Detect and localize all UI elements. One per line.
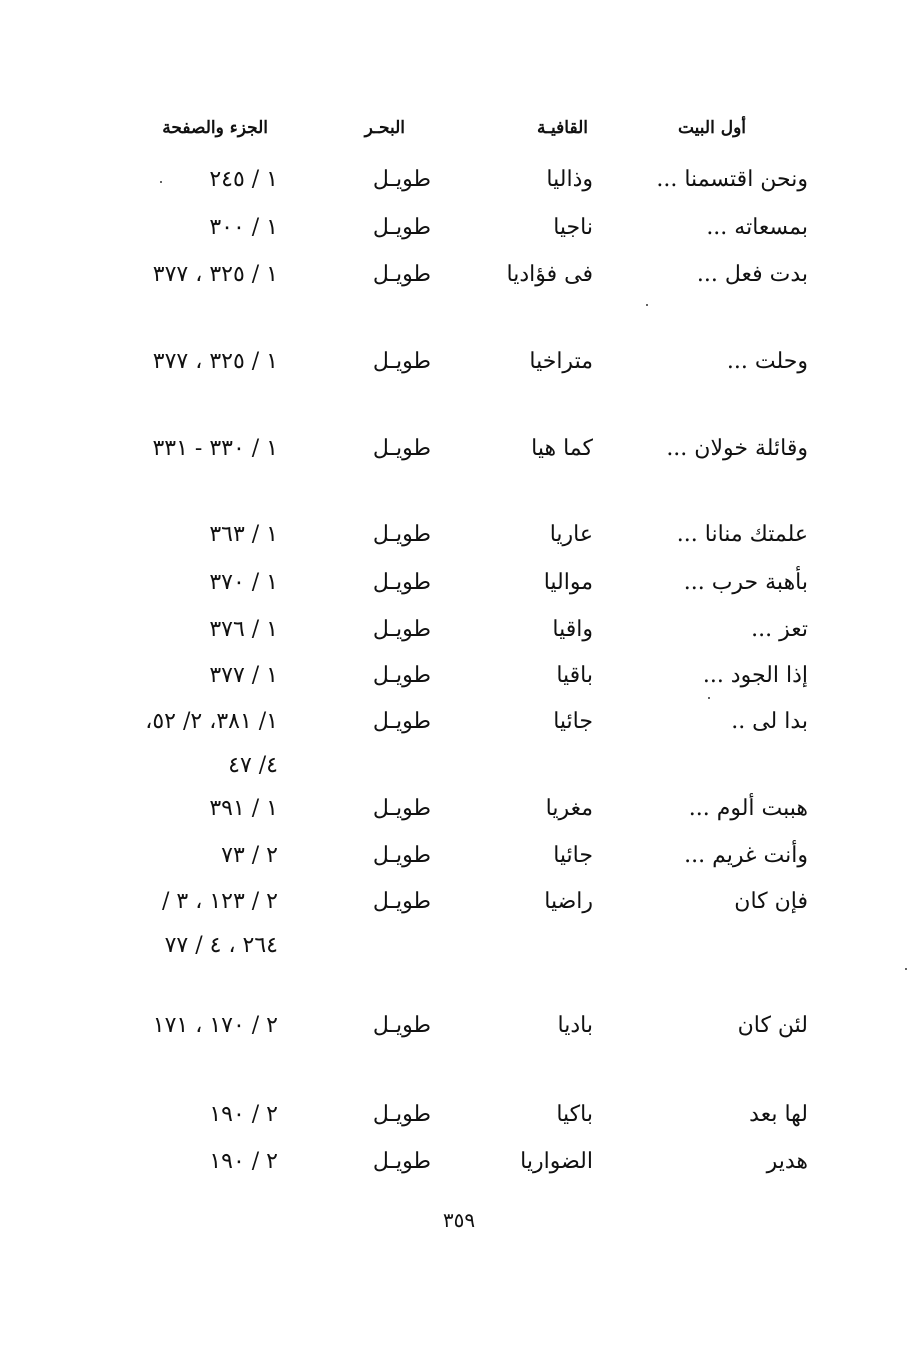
rhyme-cell: فى فؤاديا [506,262,593,287]
first-line-cell: وقائلة خولان ... [666,436,808,461]
rhyme-cell: متراخيا [529,349,593,374]
reference-cell: ٢ / ١٩٠ [209,1149,278,1174]
table-row [0,340,918,374]
header-rhyme: القافيـة [536,118,588,138]
meter-cell: طويـل [372,843,431,868]
table-row [0,700,918,778]
header-meter: البحـر [364,118,405,138]
first-line-cell: هببت ألوم ... [688,796,808,821]
first-line-cell: بمسعاته ... [706,215,808,240]
reference-cell: ٢ / ١٧٠ ، ١٧١ [152,1013,278,1038]
reference-cell: ١ / ٣٢٥ ، ٣٧٧ [152,349,278,374]
table-row [0,158,918,192]
table-row [0,1004,918,1038]
rhyme-cell: واقيا [552,617,593,642]
meter-cell: طويـل [372,1149,431,1174]
first-line-cell: لئن كان [737,1013,808,1038]
meter-cell: طويـل [372,349,431,374]
rhyme-cell: كما هيا [531,436,593,461]
table-row [0,513,918,547]
reference-cell: ١ / ٣٠٠ [209,215,278,240]
first-line-cell: ونحن اقتسمنا ... [656,167,808,192]
meter-cell: طويـل [372,215,431,240]
table-row [0,608,918,642]
first-line-cell: بأهبة حرب ... [683,570,808,595]
first-line-cell: علمتك منانا ... [676,522,808,547]
table-row [0,206,918,240]
rhyme-cell: مغريا [545,796,593,821]
meter-cell: طويـل [372,436,431,461]
table-row [0,880,918,958]
rhyme-cell: وذاليا [546,167,593,192]
rhyme-cell: باكيا [556,1102,593,1127]
rhyme-cell: جائيا [553,843,593,868]
print-speck [905,968,907,970]
rhyme-cell: باقيا [556,663,593,688]
first-line-cell: لها بعد [749,1102,808,1127]
first-line-cell: وأنت غريم ... [684,843,808,868]
reference-cell: ١ / ٣٦٣ [209,522,278,547]
page-number: ٣٥٩ [442,1208,476,1232]
reference-cell: ١ / ٣٢٥ ، ٣٧٧ [152,262,278,287]
reference-cell: ١ / ٣٧٧ [209,663,278,688]
first-line-cell: بدت فعل ... [696,262,808,287]
reference-cell: ١ / ٢٤٥ [209,167,278,192]
rhyme-cell: باديا [557,1013,593,1038]
first-line-cell: تعز ... [751,617,808,642]
table-row [0,834,918,868]
table-row [0,561,918,595]
reference-cell: ١ / ٣٧٦ [209,617,278,642]
print-speck [646,304,648,306]
header-volume-page: الجزء والصفحة [162,118,268,138]
rhyme-cell: جائيا [553,709,593,734]
meter-cell: طويـل [372,522,431,547]
reference-cell: ١ / ٣٧٠ [209,570,278,595]
rhyme-cell: الضواريا [520,1149,593,1174]
meter-cell: طويـل [372,262,431,287]
meter-cell: طويـل [372,663,431,688]
table-row [0,427,918,461]
first-line-cell: وحلت ... [726,349,808,374]
table-row [0,654,918,688]
first-line-cell: فإن كان [734,889,808,914]
meter-cell: طويـل [372,709,431,734]
meter-cell: طويـل [372,617,431,642]
header-first-line: أول البيت [677,118,746,138]
first-line-cell: إذا الجود ... [702,663,808,688]
reference-cell: ٢ / ١٢٣ ، ٣ / ٢٦٤ ، ٤ / ٧٧ [161,889,278,958]
first-line-cell: بدا لى .. [731,709,808,734]
first-line-cell: هدير [766,1149,808,1174]
print-speck [160,181,162,183]
reference-cell: ٢ / ٧٣ [221,843,278,868]
meter-cell: طويـل [372,1102,431,1127]
rhyme-cell: عاريا [549,522,593,547]
reference-cell: ١/ ٣٨١، ٢/ ٥٢، ٤/ ٤٧ [145,709,278,778]
table-row [0,1093,918,1127]
meter-cell: طويـل [372,796,431,821]
meter-cell: طويـل [372,1013,431,1038]
rhyme-cell: ناجيا [553,215,593,240]
meter-cell: طويـل [372,889,431,914]
table-row [0,1140,918,1174]
reference-cell: ١ / ٣٩١ [209,796,278,821]
reference-cell: ٢ / ١٩٠ [209,1102,278,1127]
print-speck [708,697,710,699]
rhyme-cell: راضيا [544,889,593,914]
table-row [0,253,918,287]
rhyme-cell: مواليا [543,570,593,595]
meter-cell: طويـل [372,570,431,595]
meter-cell: طويـل [372,167,431,192]
table-row [0,787,918,821]
reference-cell: ١ / ٣٣٠ - ٣٣١ [152,436,278,461]
